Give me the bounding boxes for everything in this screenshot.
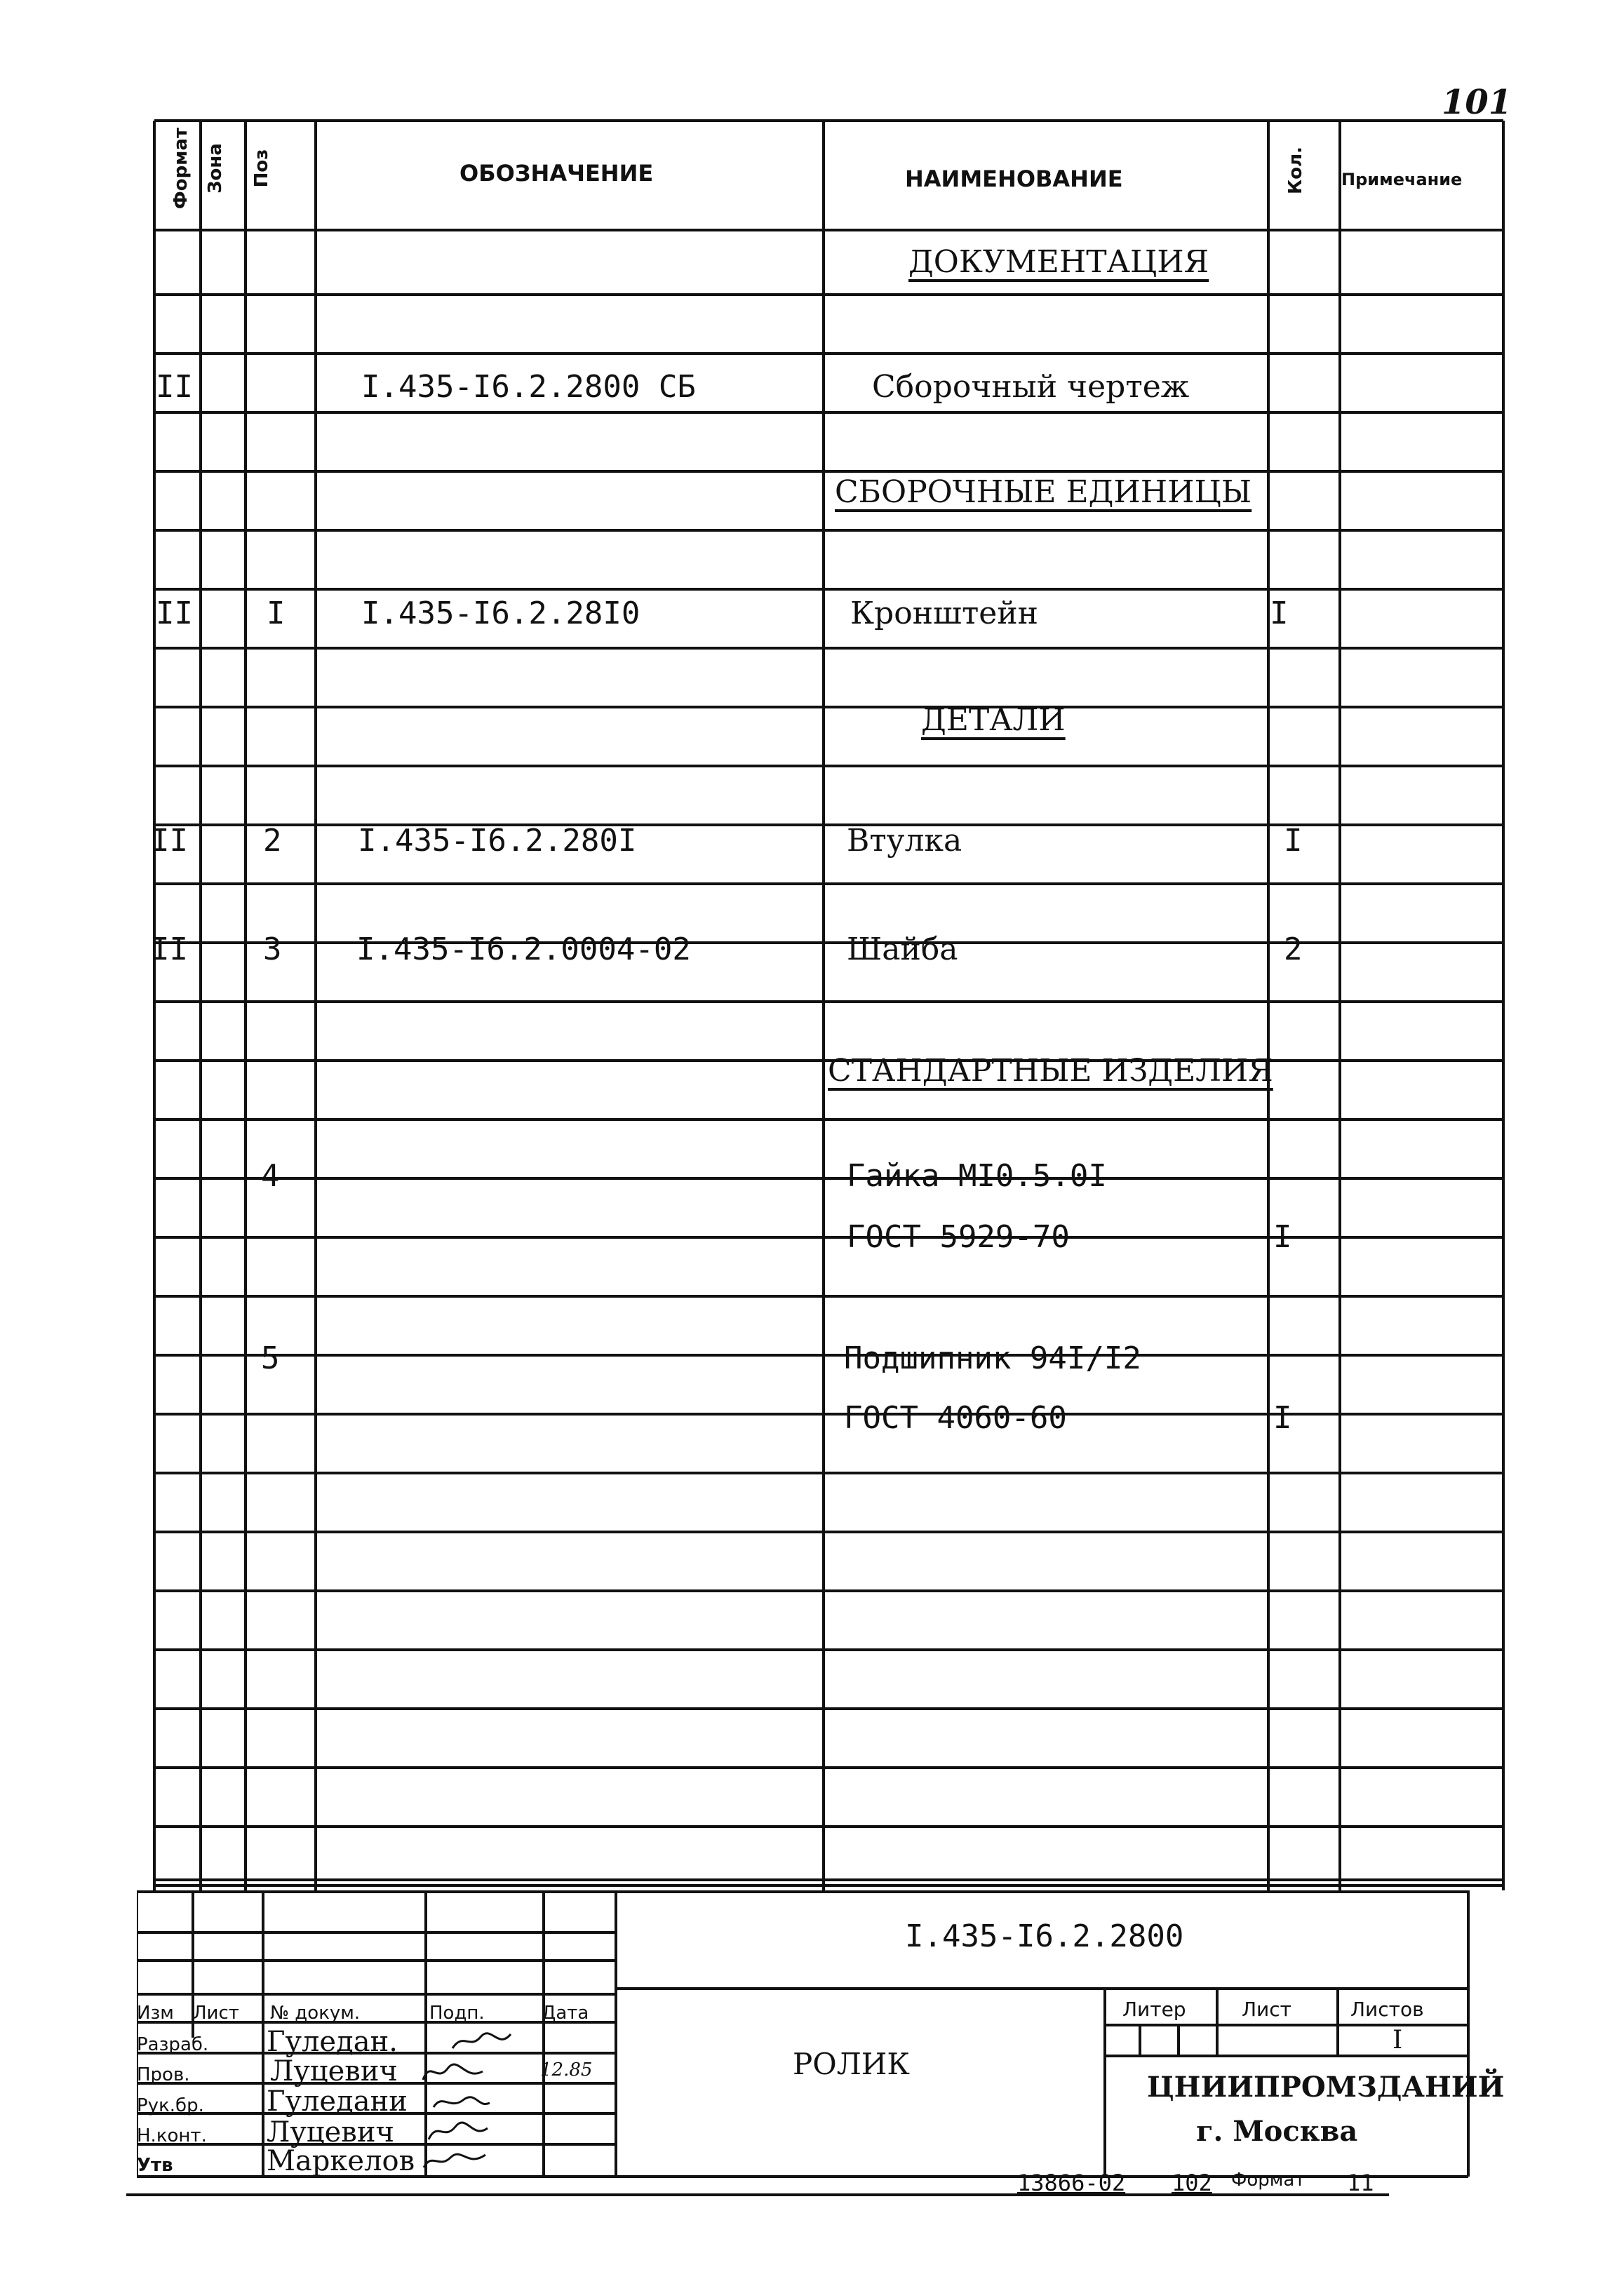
row-format: II [156,596,193,631]
row-name: Кронштейн [850,596,1038,631]
row-pos: 4 [261,1158,280,1194]
header-pos: Поз [251,149,272,188]
signature-mark [420,2059,486,2084]
signature-mark [428,2089,495,2114]
tb-organization: ЦНИИПРОМЗДАНИЙ [1147,2071,1505,2104]
row-pos: 3 [263,932,282,967]
row-designation: I.435-I6.2.2800 СБ [361,369,696,405]
tb-person: Маркелов [267,2145,415,2177]
tb-label-sign: Подп. [429,2003,485,2024]
tb-role: Н.конт. [137,2125,207,2146]
tb-label-doc: № докум. [270,2003,361,2024]
tb-sheets-value: I [1393,2026,1403,2055]
header-format: Формат [170,127,192,210]
section-title-documentation: ДОКУМЕНТАЦИЯ [908,244,1209,280]
row-pos: 5 [261,1340,280,1376]
tb-date: 12.85 [540,2059,593,2080]
tb-role: Разраб. [137,2034,209,2055]
row-pos: 2 [263,823,282,859]
format-label: Формат [1231,2170,1306,2191]
row-qty: I [1270,596,1289,631]
header-note: Примечание [1341,170,1463,189]
page-number: 101 [1442,83,1512,122]
tb-label-list: Лист [193,2003,239,2024]
row-designation: I.435-I6.2.280I [358,823,637,859]
spec-table-grid [153,119,1505,1890]
header-qty: Кол. [1285,146,1306,195]
tb-city: г. Москва [1196,2115,1358,2148]
row-qty: I [1273,1400,1292,1436]
row-name: ГОСТ 4060-60 [844,1400,1067,1436]
section-title-parts: ДЕТАЛИ [921,702,1066,738]
tb-person: Луцевич [270,2055,398,2087]
row-designation: I.435-I6.2.0004-02 [356,932,691,967]
format-value: 11 [1347,2170,1374,2196]
section-title-standard-items: СТАНДАРТНЫЕ ИЗДЕЛИЯ [828,1053,1273,1089]
row-format: II [151,823,188,859]
tb-role: Пров. [137,2064,190,2085]
tb-person: Гуледани [267,2085,408,2118]
row-pos: I [267,596,286,631]
signature-mark [421,2148,488,2173]
row-format: II [151,932,188,967]
tb-designation: I.435-I6.2.2800 [905,1918,1184,1954]
row-name: Втулка [847,823,962,859]
tb-role: Рук.бр. [137,2095,204,2116]
header-designation: ОБОЗНАЧЕНИЕ [459,160,654,187]
tb-product-name: РОЛИК [793,2047,910,2081]
row-name: Шайба [847,932,958,967]
tb-label-sheet: Лист [1242,1998,1291,2021]
row-qty: 2 [1284,932,1303,967]
tb-person: Гуледан. [267,2026,398,2058]
section-title-assembly-units: СБОРОЧНЫЕ ЕДИНИЦЫ [835,474,1252,510]
signature-mark [449,2029,516,2054]
row-qty: I [1273,1219,1292,1255]
row-qty: I [1284,823,1303,859]
tb-label-izm: Изм [137,2003,174,2024]
row-name: Подшипник 94I/I2 [844,1340,1141,1376]
row-name: Гайка MI0.5.0I [847,1158,1107,1194]
tb-label-literal: Литер [1122,1998,1186,2021]
row-designation: I.435-I6.2.28I0 [361,596,640,631]
tb-label-date: Дата [542,2003,589,2024]
copy-number: 102 [1172,2170,1212,2196]
row-name: ГОСТ 5929-70 [847,1219,1070,1255]
row-format: II [156,369,193,405]
tb-role: Утв [137,2155,173,2176]
header-zone: Зона [205,143,226,194]
signature-mark [424,2118,491,2144]
tb-person: Луцевич [267,2116,394,2149]
tb-label-sheets: Листов [1350,1998,1424,2021]
header-name: НАИМЕНОВАНИЕ [905,166,1123,192]
row-name: Сборочный чертеж [872,369,1190,405]
archive-number: 13866-02 [1017,2170,1126,2196]
